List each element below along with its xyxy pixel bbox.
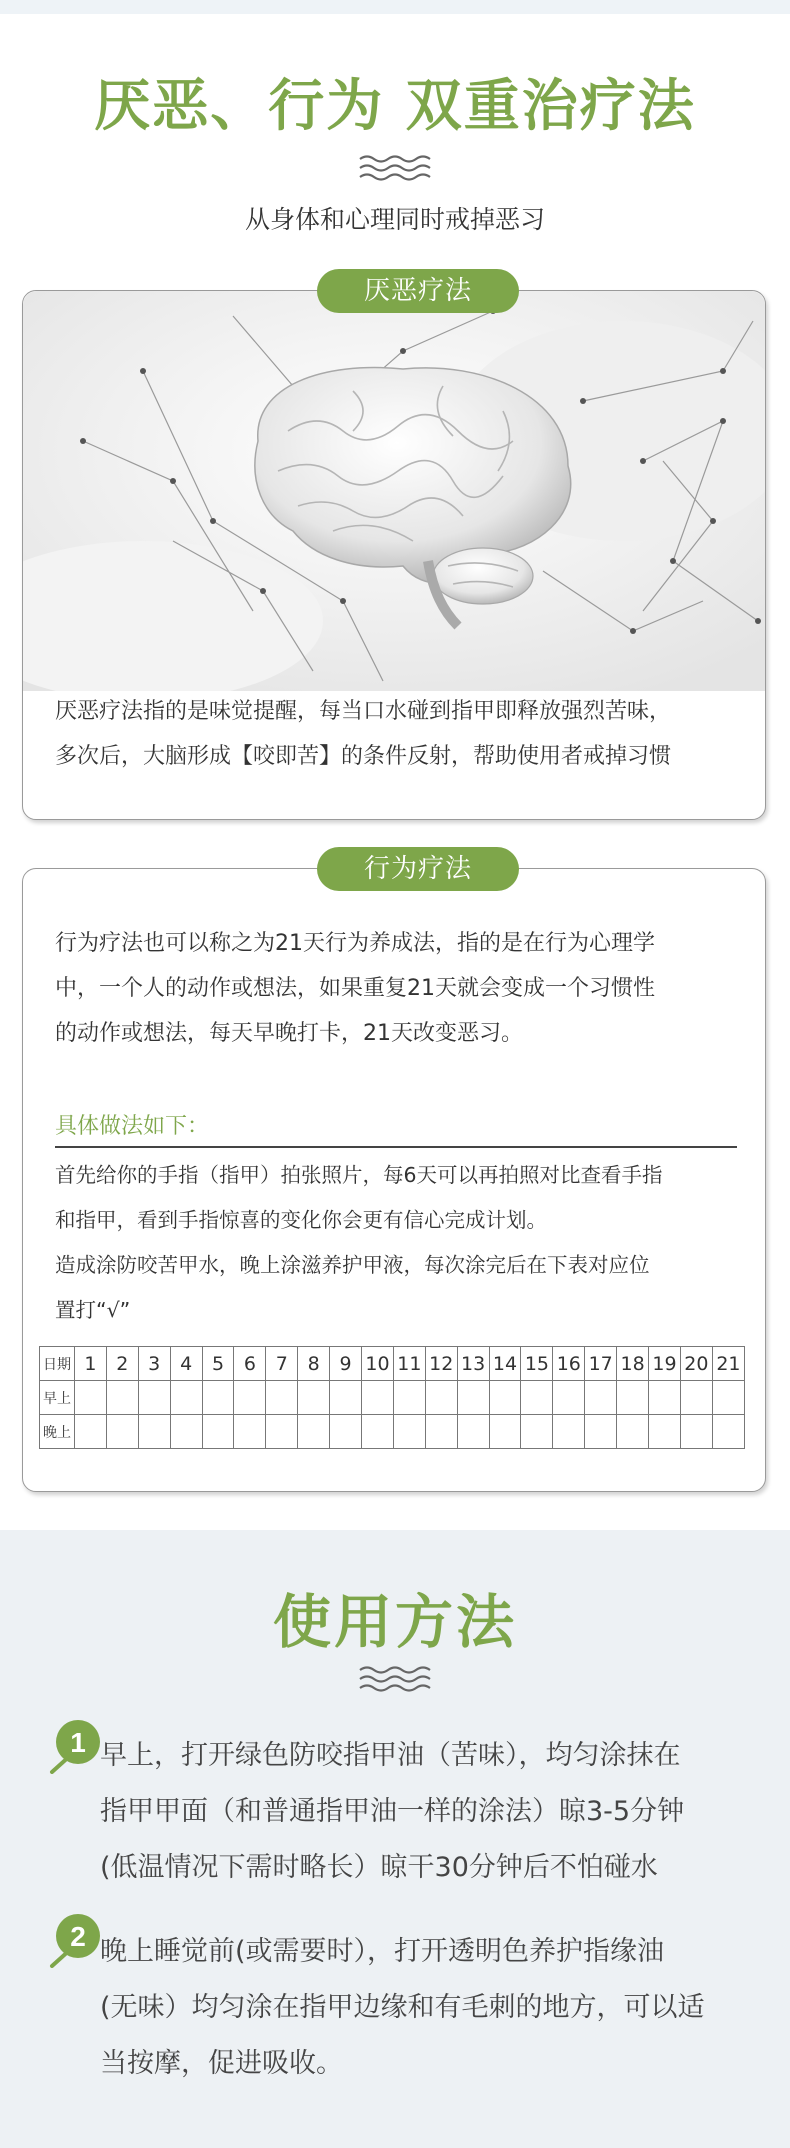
check-cell[interactable] bbox=[234, 1381, 266, 1415]
check-cell[interactable] bbox=[585, 1415, 617, 1449]
behavior-text-line2: 中，一个人的动作或想法，如果重复21天就会变成一个习惯性 bbox=[55, 976, 655, 1001]
method-divider bbox=[55, 1146, 737, 1148]
check-cell[interactable] bbox=[138, 1381, 170, 1415]
step-2-line2: (无味）均匀涂在指甲边缘和有毛刺的地方，可以适 bbox=[100, 1992, 705, 2023]
checklist-row-dates bbox=[40, 1347, 745, 1381]
check-cell[interactable] bbox=[649, 1415, 681, 1449]
aversion-text-line1: 厌恶疗法指的是味觉提醒，每当口水碰到指甲即释放强烈苦味， bbox=[55, 699, 672, 724]
check-cell[interactable] bbox=[362, 1381, 394, 1415]
aversion-card bbox=[22, 276, 766, 820]
check-cell[interactable] bbox=[202, 1415, 234, 1449]
method-line4: 置打“√” bbox=[55, 1298, 131, 1322]
step-1-line1: 早上，打开绿色防咬指甲油（苦味），均匀涂抹在 bbox=[100, 1740, 681, 1771]
day-cell: 15 bbox=[521, 1347, 553, 1381]
check-cell[interactable] bbox=[75, 1381, 107, 1415]
check-cell[interactable] bbox=[266, 1415, 298, 1449]
check-cell[interactable] bbox=[617, 1415, 649, 1449]
day-cell: 20 bbox=[680, 1347, 712, 1381]
check-cell[interactable] bbox=[457, 1381, 489, 1415]
check-cell[interactable] bbox=[585, 1381, 617, 1415]
check-cell[interactable] bbox=[680, 1381, 712, 1415]
step-2-line3: 当按摩，促进吸收。 bbox=[100, 2048, 343, 2079]
day-cell: 11 bbox=[393, 1347, 425, 1381]
day-cell: 7 bbox=[266, 1347, 298, 1381]
day-cell: 21 bbox=[712, 1347, 744, 1381]
check-cell[interactable] bbox=[330, 1415, 362, 1449]
check-cell[interactable] bbox=[425, 1415, 457, 1449]
behavior-card bbox=[22, 854, 766, 1492]
day-cell: 5 bbox=[202, 1347, 234, 1381]
behavior-text-line3: 的动作或想法，每天早晚打卡，21天改变恶习。 bbox=[55, 1021, 523, 1046]
check-cell[interactable] bbox=[170, 1381, 202, 1415]
check-cell[interactable] bbox=[170, 1415, 202, 1449]
day-cell: 8 bbox=[298, 1347, 330, 1381]
checklist-row-morning bbox=[40, 1381, 745, 1415]
day-cell: 18 bbox=[617, 1347, 649, 1381]
check-cell[interactable] bbox=[138, 1415, 170, 1449]
day-cell: 14 bbox=[489, 1347, 521, 1381]
checklist-row-evening bbox=[40, 1415, 745, 1449]
badge-aversion-therapy: 厌恶疗法 bbox=[317, 269, 519, 313]
check-cell[interactable] bbox=[489, 1381, 521, 1415]
check-cell[interactable] bbox=[680, 1415, 712, 1449]
top-strip bbox=[0, 0, 790, 14]
step-1-line2: 指甲甲面（和普通指甲油一样的涂法）晾3-5分钟 bbox=[100, 1796, 685, 1827]
check-cell[interactable] bbox=[553, 1415, 585, 1449]
aversion-text-line2: 多次后，大脑形成【咬即苦】的条件反射，帮助使用者戒掉习惯 bbox=[55, 744, 672, 769]
check-cell[interactable] bbox=[521, 1415, 553, 1449]
check-cell[interactable] bbox=[393, 1415, 425, 1449]
checklist-table bbox=[39, 1346, 745, 1449]
row-label-morning: 早上 bbox=[40, 1381, 75, 1415]
badge-behavior-therapy: 行为疗法 bbox=[317, 847, 519, 891]
day-cell: 4 bbox=[170, 1347, 202, 1381]
check-cell[interactable] bbox=[330, 1381, 362, 1415]
section-title: 厌恶、行为 双重治疗法 bbox=[94, 74, 696, 139]
check-cell[interactable] bbox=[489, 1415, 521, 1449]
day-cell: 16 bbox=[553, 1347, 585, 1381]
row-label-evening: 晚上 bbox=[40, 1415, 75, 1449]
check-cell[interactable] bbox=[266, 1381, 298, 1415]
step-2-number: 2 bbox=[70, 1921, 86, 1952]
check-cell[interactable] bbox=[362, 1415, 394, 1449]
check-cell[interactable] bbox=[712, 1415, 744, 1449]
day-cell: 2 bbox=[106, 1347, 138, 1381]
step-2-badge-icon bbox=[48, 1912, 104, 1968]
check-cell[interactable] bbox=[553, 1381, 585, 1415]
brain-illustration bbox=[23, 291, 765, 691]
day-cell: 10 bbox=[362, 1347, 394, 1381]
method-line1: 首先给你的手指（指甲）拍张照片，每6天可以再拍照对比查看手指 bbox=[55, 1163, 663, 1187]
section-subtitle: 从身体和心理同时戒掉恶习 bbox=[244, 205, 545, 234]
day-cell: 12 bbox=[425, 1347, 457, 1381]
day-cell: 13 bbox=[457, 1347, 489, 1381]
check-cell[interactable] bbox=[202, 1381, 234, 1415]
day-cell: 1 bbox=[75, 1347, 107, 1381]
step-2-line1: 晚上睡觉前(或需要时），打开透明色养护指缘油 bbox=[100, 1936, 665, 1967]
method-line3: 造成涂防咬苦甲水，晚上涂滋养护甲液，每次涂完后在下表对应位 bbox=[55, 1253, 650, 1277]
check-cell[interactable] bbox=[298, 1415, 330, 1449]
day-cell: 6 bbox=[234, 1347, 266, 1381]
day-cell: 17 bbox=[585, 1347, 617, 1381]
wave-divider-icon bbox=[358, 153, 432, 183]
wave-divider-icon bbox=[358, 1664, 432, 1694]
day-cell: 9 bbox=[330, 1347, 362, 1381]
step-1-line3: (低温情况下需时略长）晾干30分钟后不怕碰水 bbox=[100, 1852, 658, 1883]
check-cell[interactable] bbox=[457, 1415, 489, 1449]
check-cell[interactable] bbox=[649, 1381, 681, 1415]
day-cell: 3 bbox=[138, 1347, 170, 1381]
usage-title: 使用方法 bbox=[272, 1588, 517, 1656]
check-cell[interactable] bbox=[106, 1381, 138, 1415]
step-1-number: 1 bbox=[70, 1727, 86, 1758]
behavior-text-line1: 行为疗法也可以称之为21天行为养成法，指的是在行为心理学 bbox=[55, 931, 655, 956]
check-cell[interactable] bbox=[298, 1381, 330, 1415]
check-cell[interactable] bbox=[75, 1415, 107, 1449]
row-label-date: 日期 bbox=[40, 1347, 75, 1381]
check-cell[interactable] bbox=[425, 1381, 457, 1415]
day-cell: 19 bbox=[649, 1347, 681, 1381]
check-cell[interactable] bbox=[617, 1381, 649, 1415]
check-cell[interactable] bbox=[712, 1381, 744, 1415]
method-title: 具体做法如下： bbox=[55, 1114, 210, 1139]
method-line2: 和指甲，看到手指惊喜的变化你会更有信心完成计划。 bbox=[55, 1208, 547, 1232]
step-1-badge-icon bbox=[48, 1718, 104, 1774]
check-cell[interactable] bbox=[393, 1381, 425, 1415]
check-cell[interactable] bbox=[106, 1415, 138, 1449]
check-cell[interactable] bbox=[521, 1381, 553, 1415]
check-cell[interactable] bbox=[234, 1415, 266, 1449]
